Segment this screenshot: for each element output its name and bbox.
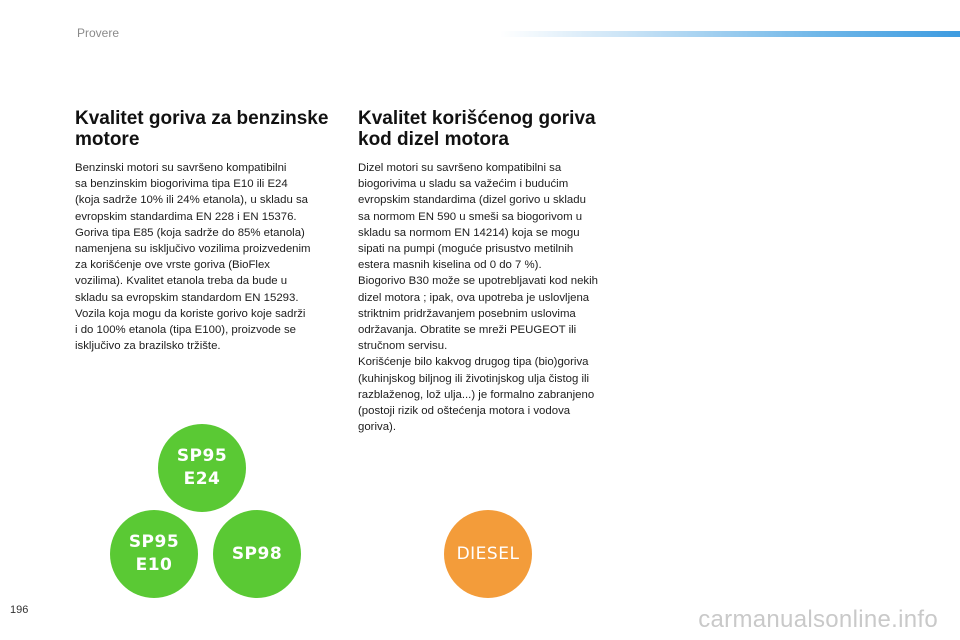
badge-line: E10: [135, 555, 173, 575]
badge-line: SP95: [176, 446, 228, 466]
badge-line: SP98: [231, 543, 283, 564]
header-accent-bar: [500, 31, 960, 37]
petrol-section: [75, 108, 345, 354]
page-number: 196: [10, 604, 29, 616]
petrol-heading: Kvalitet goriva za benzinske motore: [75, 108, 329, 150]
diesel-body: Dizel motori su savršeno kompatibilni sa biogorivima u sladu sa važećim i budućim evropskim standardima (dizel gorivo u skladu sa normom EN 590 u smeši sa biogorivom u skladu sa normom EN 14214) koja se mogu sipati na pumpi (moguće prisustvo metilnih estera masnih kiselina od 0 do 7 %). Biogorivo B30 može se upotrebljavati kod nekih dizel motora ; ipak, ova upotreba je uslovljena striktnim pridržavanjem posebnim uslovima održavanja. Obratite se mreži PEUGEOT ili stručnom servisu. Korišćenje bilo kakvog drugog tipa (bio)goriva (kuhinjskog biljnog ili životinjskog ulja čistog ili razblaženog, lož ulja...) je formalno zabranjeno (postoji rizik od oštećenja motora i vodova goriva).: [358, 162, 598, 434]
sp95-e24-badge: [158, 424, 246, 512]
section-title: Provere: [77, 26, 120, 40]
sp98-badge: [213, 510, 301, 598]
badge-line: DIESEL: [456, 543, 520, 564]
diesel-badge: [444, 510, 532, 598]
badge-line: SP95: [128, 532, 180, 552]
watermark: carmanualsonline.info: [698, 606, 938, 633]
diesel-section: [358, 108, 630, 435]
badge-line: E24: [183, 469, 221, 489]
sp95-e10-badge: [110, 510, 198, 598]
petrol-body: Benzinski motori su savršeno kompatibilni sa benzinskim biogorivima tipa E10 ili E24 (koja sadrže 10% ili 24% etanola), u skladu sa evropskim standardima EN 228 i EN 15376. Goriva tipa E85 (koja sadrže do 85% etanola) namenjena su isključivo vozilima proizvedenim za korišćenje ove vrste goriva (BioFlex vozilima). Kvalitet etanola treba da bude u skladu sa evropskim standardom EN 15293. Vozila koja mogu da koriste gorivo koje sadrži i do 100% etanola (tipa E100), proizvode se isključivo za brazilsko tržište.: [75, 162, 311, 353]
diesel-heading: Kvalitet korišćenog goriva kod dizel motora: [358, 108, 596, 150]
